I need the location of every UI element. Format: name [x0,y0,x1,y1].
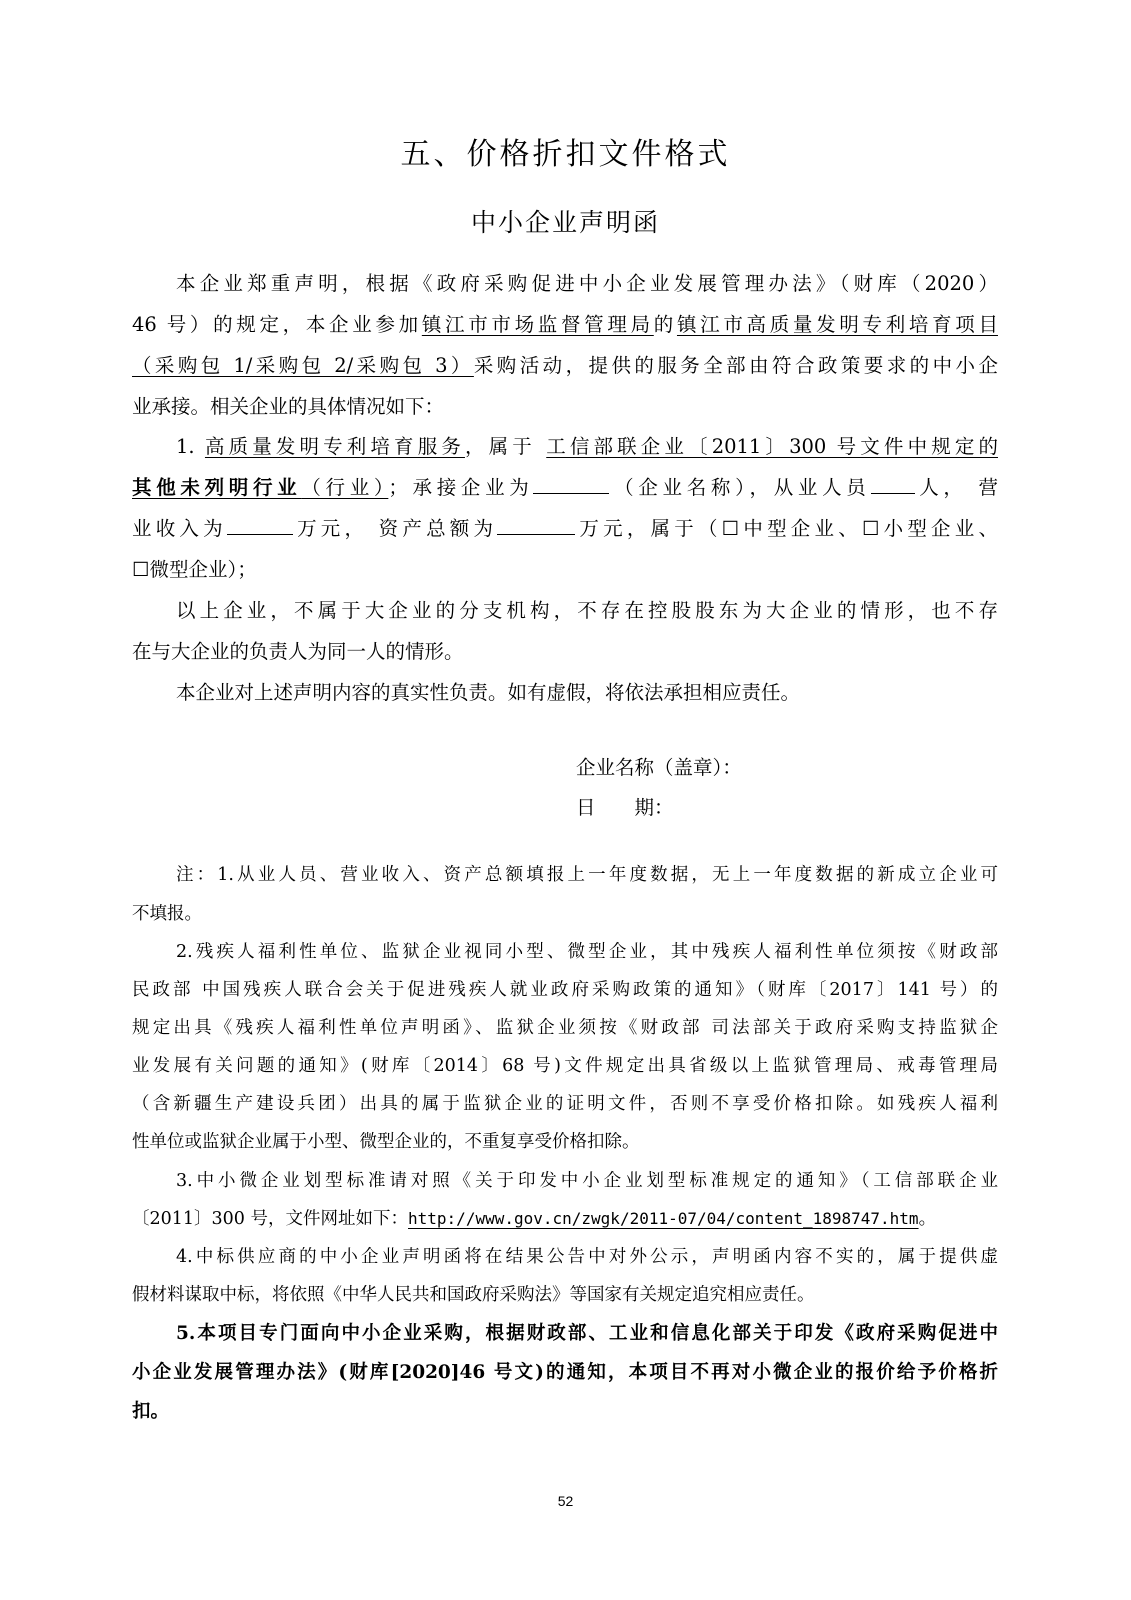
purchaser-name: 镇江市市场监督管理局 [421,313,654,336]
note-2-line-3: 规定出具《残疾人福利性单位声明函》、监狱企业须按《财政部 司法部关于政府采购支持监狱企 [132,1018,998,1038]
service-name: 高质量发明专利培育服务 [204,435,465,458]
revenue-blank[interactable] [227,514,293,535]
note-4-line-1: 4.中标供应商的中小企业声明函将在结果公告中对外公示，声明函内容不实的，属于提供虚 [176,1247,998,1267]
note-1-line-1: 注：1.从业人员、营业收入、资产总额填报上一年度数据，无上一年度数据的新成立企业可 [176,865,998,885]
declaration-line-2: 46 号）的规定，本企业参加镇江市市场监督管理局的镇江市高质量发明专利培育项目 [132,313,998,336]
note-5-line-2: 小企业发展管理办法》(财库[2020]46 号文)的通知，本项目不再对小微企业的报价给予价格折 [132,1362,998,1383]
signature-date: 日 期： [576,796,674,819]
project-name: 镇江市高质量发明专利培育项目 [676,313,998,336]
note-3-line-1: 3.中小微企业划型标准请对照《关于印发中小企业划型标准规定的通知》（工信部联企业 [176,1171,998,1191]
assets-blank[interactable] [497,514,575,535]
item-1-line-3: 业收入为 万元， 资产总额为 万元，属于（☐中型企业、☐小型企业、 [132,514,998,544]
note-2-line-6: 性单位或监狱企业属于小型、微型企业的，不重复享受价格扣除。 [132,1132,640,1152]
para-2-line-2: 在与大企业的负责人为同一人的情形。 [132,640,464,663]
section-title: 五、价格折扣文件格式 [400,137,731,172]
item-1-line-2: 其他未列明行业（行业）；承接企业为 （企业名称），从业人员 人， 营 [132,473,998,503]
note-1-line-2: 不填报。 [132,904,202,924]
para-3: 本企业对上述声明内容的真实性负责。如有虚假，将依法承担相应责任。 [176,681,801,704]
note-2-line-2: 民政部 中国残疾人联合会关于促进残疾人就业政府采购政策的通知》（财库〔2017〕141 号）的 [132,980,998,1000]
package-list: （采购包 1/采购包 2/采购包 3） [132,354,474,377]
item-1-line-4: ☐微型企业）； [132,558,257,581]
note-2-line-1: 2.残疾人福利性单位、监狱企业视同小型、微型企业，其中残疾人福利性单位须按《财政部 [176,942,998,962]
note-3-line-2: 〔2011〕300 号，文件网址如下：http://www.gov.cn/zwgk/2011-07/04/content_1898747.htm。 [132,1209,937,1229]
regulation-link[interactable]: http://www.gov.cn/zwgk/2011-07/04/content_1898747.htm [408,1209,919,1228]
note-4-line-2: 假材料谋取中标，将依照《中华人民共和国政府采购法》等国家有关规定追究相应责任。 [132,1285,815,1305]
classification-standard: 工信部联企业〔2011〕300 号文件中规定的 [546,435,998,458]
declaration-line-3: （采购包 1/采购包 2/采购包 3）采购活动，提供的服务全部由符合政策要求的中小企 [132,354,998,377]
note-5-line-3: 扣。 [132,1401,170,1422]
declaration-line-4: 业承接。相关企业的具体情况如下： [132,395,445,418]
item-1-line-1: 1. 高质量发明专利培育服务，属于 工信部联企业〔2011〕300 号文件中规定的 [176,435,998,458]
note-2-line-4: 业发展有关问题的通知》(财库〔2014〕68 号)文件规定出具省级以上监狱管理局、戒毒管理局 [132,1056,998,1076]
note-2-line-5: （含新疆生产建设兵团）出具的属于监狱企业的证明文件，否则不享受价格扣除。如残疾人福利 [132,1094,998,1114]
note-5-line-1: 5.本项目专门面向中小企业采购，根据财政部、工业和信息化部关于印发《政府采购促进中 [176,1323,998,1344]
signature-company: 企业名称（盖章）： [576,756,742,779]
industry-name: 其他未列明行业 [132,476,302,499]
employee-count-blank[interactable] [871,473,915,494]
para-2-line-1: 以上企业，不属于大企业的分支机构，不存在控股股东为大企业的情形，也不存 [176,599,998,622]
declaration-line-1: 本企业郑重声明，根据《政府采购促进中小企业发展管理办法》（财库（2020） [176,272,998,295]
letter-title: 中小企业声明函 [470,208,660,237]
company-name-blank[interactable] [533,473,609,494]
page-number: 52 [557,1493,574,1509]
